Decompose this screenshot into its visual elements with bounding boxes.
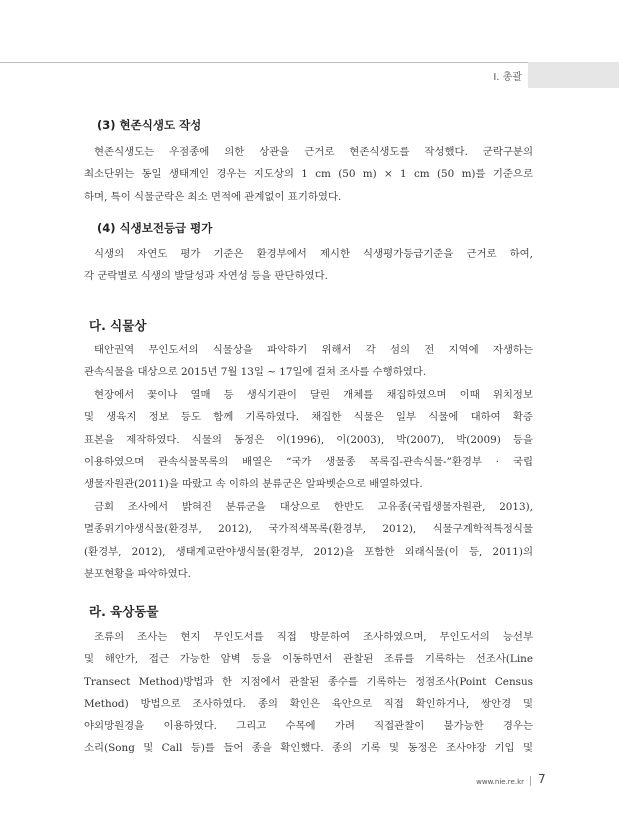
section-fauna-title: 라. 육상동물 bbox=[89, 604, 159, 619]
text-line: 관속식물을 대상으로 2015년 7월 13일 ~ 17일에 걸쳐 조사를 수행하였다. bbox=[84, 366, 427, 379]
section-4-title: (4) 식생보전등급 평가 bbox=[97, 221, 213, 235]
flora-paragraph-3 bbox=[84, 496, 533, 585]
text-line: 분포현황을 파악하였다. bbox=[84, 567, 191, 580]
text-line: 식생의 자연도 평가 기준은 환경부에서 제시한 식생평가등급기준을 근거로 하여, bbox=[94, 248, 533, 260]
section-3-body bbox=[84, 141, 533, 208]
text-line: 금회 조사에서 밝혀진 분류군을 대상으로 한반도 고유종(국립생물자원관, 2013), bbox=[94, 501, 533, 513]
text-line: 최소단위는 동일 생태계인 경우는 지도상의 1 cm (50 m) × 1 cm (50 m)를 기준으로 bbox=[84, 168, 533, 181]
footer-url[interactable]: www.nie.re.kr bbox=[476, 778, 524, 786]
text-line: 멸종위기야생식물(환경부, 2012), 국가적색목록(환경부, 2012), 식물구계학적특정식물 bbox=[84, 523, 533, 536]
text-line: 현존식생도는 우점종에 의한 상관을 근거로 현존식생도를 작성했다. 군락구분의 bbox=[94, 146, 533, 158]
text-line: 조류의 조사는 현지 무인도서를 직접 방문하여 조사하였으며, 무인도서의 능선부 bbox=[94, 631, 533, 643]
header-rule bbox=[0, 62, 528, 63]
text-line: 및 생육지 정보 등도 함께 기록하였다. 채집한 식물은 일부 식물에 대하여 확증 bbox=[84, 411, 533, 424]
text-line: 하며, 특이 식물군락은 최소 면적에 관계없이 표기하였다. bbox=[84, 190, 342, 203]
text-line: 및 해안가, 접근 가능한 암벽 등을 이동하면서 관찰된 조류를 기록하는 선조사(Line bbox=[84, 653, 533, 666]
footer-divider bbox=[530, 776, 531, 786]
text-line: 생물자원관(2011)을 따랐고 속 이하의 분류군은 알파벳순으로 배열하였다. bbox=[84, 478, 423, 491]
text-line: Method) 방법으로 조사하였다. 종의 확인은 육안으로 직접 확인하거나, 쌍안경 및 bbox=[84, 697, 533, 710]
chapter-label: Ⅰ. 총괄 bbox=[493, 72, 522, 83]
section-4-body bbox=[84, 243, 533, 288]
text-line: Transect Method)방법과 한 지점에서 관찰된 종수를 기록하는 정점조사(Point Census bbox=[84, 675, 533, 688]
flora-paragraph-2 bbox=[84, 384, 533, 495]
text-line: 태안권역 무인도서의 식물상을 파악하기 위해서 각 섬의 전 지역에 자생하는 bbox=[94, 344, 533, 356]
section-flora-title: 다. 식물상 bbox=[89, 318, 147, 333]
text-line: 이용하였으며 관속식물목록의 배열은 “국가 생물종 목록집-관속식물-”환경부 · 국립 bbox=[84, 455, 533, 468]
header-tab bbox=[528, 62, 619, 88]
text-line: 표본을 제작하였다. 식물의 동정은 이(1996), 이(2003), 박(2007), 박(2009) 등을 bbox=[84, 433, 533, 446]
text-line: 야외망원경을 이용하였다. 그리고 수목에 가려 직접관찰이 불가능한 경우는 bbox=[84, 720, 533, 733]
text-line: 현장에서 꽃이나 열매 등 생식기관이 달린 개체를 채집하였으며 이때 위치정보 bbox=[94, 389, 533, 401]
text-line: 소리(Song 및 Call 등)를 들어 종을 확인했다. 종의 기록 및 동정은 조사야장 기입 및 bbox=[84, 742, 533, 755]
text-line: 각 군락별로 식생의 발달성과 자연성 등을 판단하였다. bbox=[84, 270, 328, 283]
text-line: (환경부, 2012), 생태계교란야생식물(환경부, 2012)을 포함한 외래식물(이 등, 2011)의 bbox=[84, 545, 533, 558]
fauna-paragraph-1 bbox=[84, 626, 533, 760]
section-3-title: (3) 현존식생도 작성 bbox=[97, 118, 202, 132]
flora-paragraph-1 bbox=[84, 339, 533, 384]
page-number: 7 bbox=[538, 772, 546, 786]
